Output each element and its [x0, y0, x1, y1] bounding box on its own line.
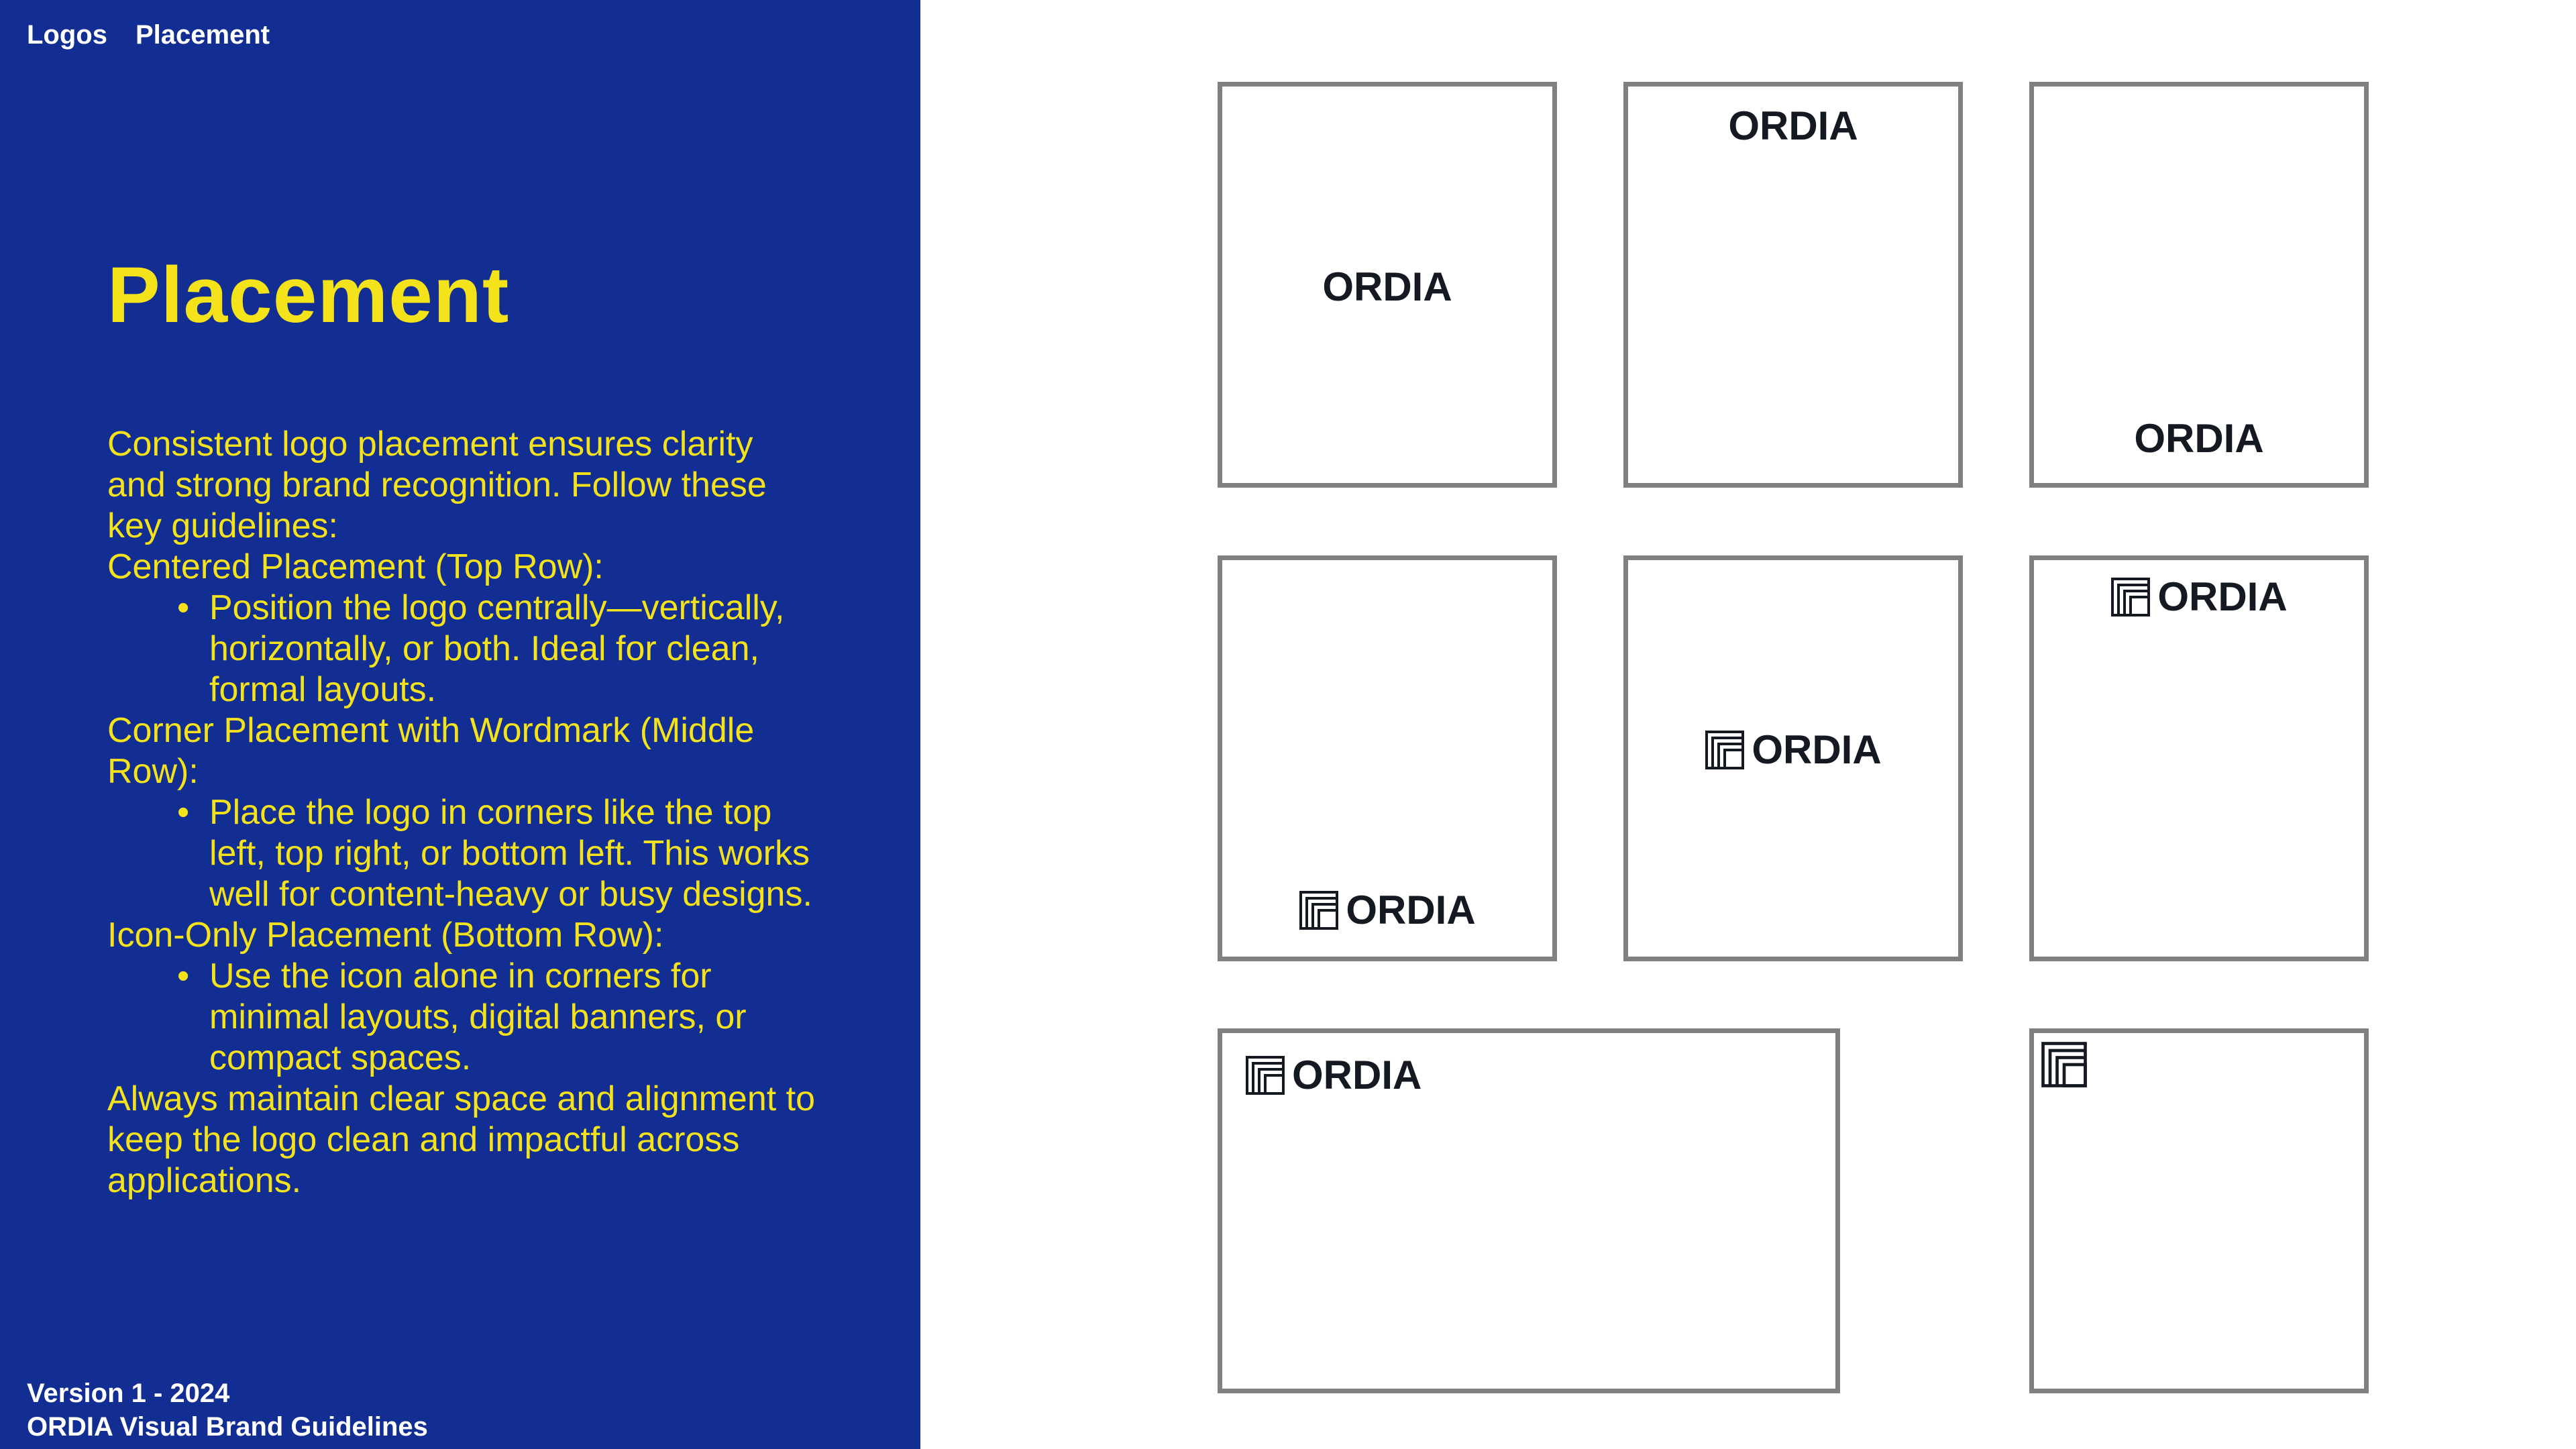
stacked-squares-icon	[1245, 1055, 1285, 1095]
example-frame-bottom-left	[1218, 555, 1557, 961]
bullet-list-centered	[107, 588, 818, 710]
logo-lockup-top-left: ORDIA	[1245, 1052, 1421, 1098]
stacked-squares-icon	[1299, 890, 1339, 930]
icon-top-left	[2041, 1041, 2088, 1088]
logo-lockup-center: ORDIA	[1628, 727, 1958, 773]
bullet-centered: • Position the logo centrally—vertically, horizontally, or both. Ideal for clean, formal layouts.	[209, 588, 818, 710]
wordmark-top-center: ORDIA	[1728, 103, 1858, 148]
logo-lockup-top: ORDIA	[2034, 574, 2364, 620]
bullet-icon-only: • Use the icon alone in corners for minimal layouts, digital banners, or compact spaces.	[209, 956, 818, 1079]
section-heading-corner: Corner Placement with Wordmark (Middle Row):	[107, 711, 755, 791]
section-heading-centered: Centered Placement (Top Row):	[107, 547, 604, 586]
info-panel	[0, 0, 920, 1449]
bullet-corner: • Place the logo in corners like the top left, top right, or bottom left. This works well for content-heavy or busy designs.	[209, 792, 818, 915]
stacked-squares-icon	[1705, 730, 1745, 770]
example-frame-middle	[1623, 555, 1963, 961]
example-frame-center	[1218, 82, 1557, 488]
logo-lockup-bottom: ORDIA	[1222, 887, 1552, 933]
breadcrumb	[27, 20, 270, 50]
bullet-list-corner	[107, 792, 818, 915]
breadcrumb-logos[interactable]: Logos	[27, 20, 107, 50]
example-frame-bottom-center	[2029, 82, 2369, 488]
intro-paragraph: Consistent logo placement ensures clarity and strong brand recognition. Follow these key guidelines:	[107, 425, 767, 545]
version-label: Version 1 - 2024	[27, 1379, 230, 1408]
stacked-squares-icon	[2041, 1041, 2088, 1088]
example-frame-icon-only	[2029, 1028, 2369, 1393]
example-frame-top-center	[1623, 82, 1963, 488]
wordmark-center: ORDIA	[1322, 264, 1452, 309]
closing-paragraph: Always maintain clear space and alignment to keep the logo clean and impactful across applications.	[107, 1079, 816, 1200]
example-frame-banner	[1218, 1028, 1840, 1393]
page-title: Placement	[107, 251, 510, 339]
wordmark-bottom-center: ORDIA	[2134, 416, 2264, 461]
section-heading-icon-only: Icon-Only Placement (Bottom Row):	[107, 916, 664, 955]
footer	[27, 1377, 428, 1444]
breadcrumb-placement[interactable]: Placement	[135, 20, 270, 50]
guidelines-text	[107, 424, 818, 1201]
document-title: ORDIA Visual Brand Guidelines	[27, 1412, 428, 1442]
example-frame-top-right	[2029, 555, 2369, 961]
stacked-squares-icon	[2110, 577, 2151, 617]
bullet-list-icon-only	[107, 956, 818, 1079]
